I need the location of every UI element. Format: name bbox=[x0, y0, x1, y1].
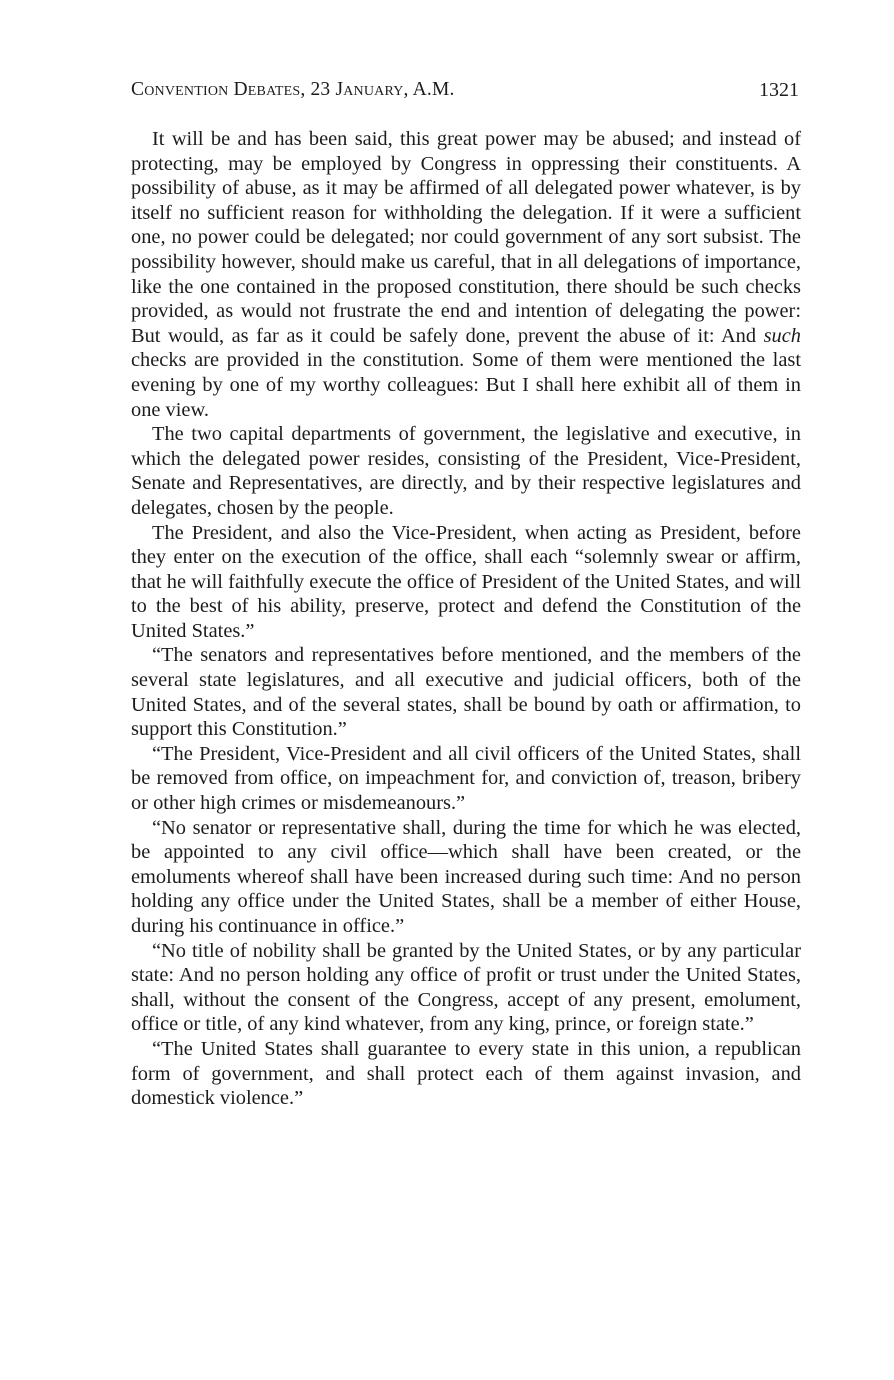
paragraph: “The United States shall guarantee to every state in this union, a republican form of government, and shall protect each of them against invasion, and domestick violence.” bbox=[131, 1037, 801, 1110]
paragraph: “The President, Vice-President and all civil officers of the United States, shall be removed from office, on impeachment for, and conviction of, treason, bribery or other high crimes or misdemeanours.” bbox=[131, 742, 801, 815]
page-number: 1321 bbox=[759, 79, 799, 101]
running-head bbox=[131, 76, 799, 104]
emphasis-text: such bbox=[763, 324, 801, 347]
body-text bbox=[131, 127, 801, 1111]
paragraph: The President, and also the Vice-President, when acting as President, before they enter on the execution of the office, shall each “solemnly swear or affirm, that he will faithfully execute the office of President of the United States, and will to the best of his ability, preserve, protect and defend the Constitution of the United States.” bbox=[131, 521, 801, 642]
paragraph-text: checks are provided in the constitution. Some of them were mentioned the last evening by one of my worthy colleagues: But I shall here exhibit all of them in one view. bbox=[131, 349, 801, 421]
paragraph: “The senators and representatives before mentioned, and the members of the several state legislatures, and all executive and judicial officers, both of the United States, and of the several states, shall be bound by oath or affirmation, to support this Constitution.” bbox=[131, 644, 801, 741]
paragraph: “No senator or representative shall, during the time for which he was elected, be appointed to any civil office—which shall have been created, or the emoluments whereof shall have been increased during such time: And no person holding any office under the United States, shall be a member of either House, during his continuance in office.” bbox=[131, 816, 801, 937]
running-head-title: Convention Debates, 23 January, A.M. bbox=[131, 79, 455, 100]
paragraph: The two capital departments of government, the legislative and executive, in which the delegated power resides, consisting of the President, Vice-President, Senate and Representatives, are directly, and by their respective legislatures and delegates, chosen by the people. bbox=[131, 423, 801, 519]
paragraph-text: It will be and has been said, this great power may be abused; and instead of protecting, may be employed by Congress in oppressing their constituents. A possibility of abuse, as it may be affirmed of all delegated power whatever, is by itself no sufficient reason for withholding the delegation. If it were a sufficient one, no power could be delegated; nor could government of any sort subsist. The possibility however, should make us careful, that in all delegations of importance, like the one contained in the proposed constitution, there should be such checks provided, as would not frustrate the end and intention of delegating the power: But would, as far as it could be safely done, prevent the abuse of it: And bbox=[131, 128, 801, 347]
paragraph bbox=[131, 127, 801, 422]
paragraph: “No title of nobility shall be granted by the United States, or by any particular state: And no person holding any office of profit or trust under the United States, shall, without the consent of the Congress, accept of any present, emolument, office or title, of any kind whatever, from any king, prince, or foreign state.” bbox=[131, 939, 801, 1036]
